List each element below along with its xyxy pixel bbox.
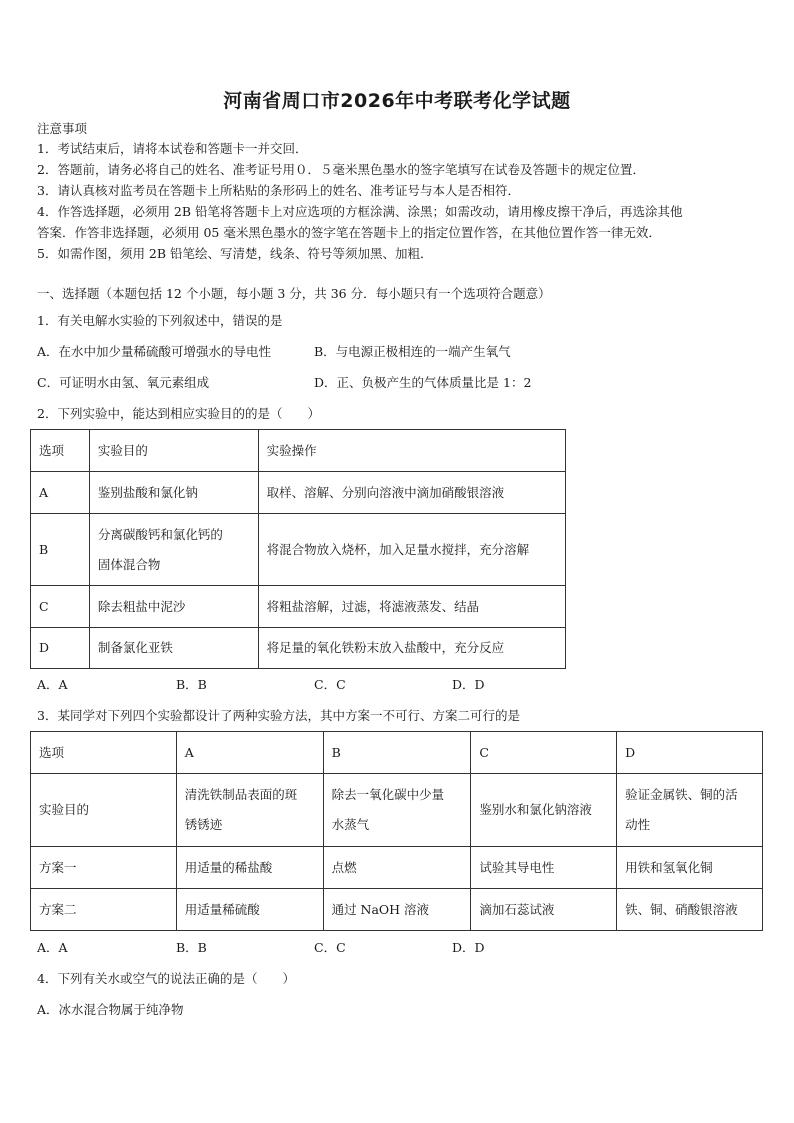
cell-line: 分离碳酸钙和氯化钙的: [97, 526, 223, 542]
table-cell: 试验其导电性: [471, 847, 617, 889]
table-cell: 点燃: [323, 847, 471, 889]
notice-item: 5．如需作图，须用 2B 铅笔绘、写清楚，线条、符号等须加黑、加粗．: [37, 246, 433, 261]
table-header-cell: B: [323, 732, 471, 774]
table-cell: 鉴别水和氯化钠溶液: [471, 774, 617, 847]
table-cell: B: [31, 514, 90, 586]
question-1-stem: 1．有关电解水实验的下列叙述中，错误的是: [37, 313, 283, 328]
table-cell: 通过 NaOH 溶液: [323, 889, 471, 931]
table-cell: A: [31, 472, 90, 514]
question-2-stem: 2．下列实验中，能达到相应实验目的的是（ ）: [37, 406, 320, 421]
cell-line: 水蒸气: [331, 817, 370, 832]
q2-option-b: B．B: [176, 677, 207, 692]
table-header-cell: D: [617, 732, 763, 774]
q2-table: [30, 429, 566, 669]
notice-item: 3．请认真核对监考员在答题卡上所粘贴的条形码上的姓名、准考证号与本人是否相符．: [37, 183, 520, 198]
table-cell: 将混合物放入烧杯，加入足量水搅拌，充分溶解: [258, 514, 565, 586]
table-cell: 将粗盐溶解，过滤，将滤液蒸发、结晶: [258, 586, 565, 628]
question-4-stem: 4．下列有关水或空气的说法正确的是（ ）: [37, 971, 295, 986]
q4-option-a: A．冰水混合物属于纯净物: [37, 1002, 184, 1017]
table-header-cell: 实验操作: [258, 430, 565, 472]
q1-option-c: C．可证明水由氢、氧元素组成: [37, 375, 210, 390]
q1-option-d: D．正、负极产生的气体质量比是 1：2: [314, 375, 532, 390]
notice-item: 4．作答选择题，必须用 2B 铅笔将答题卡上对应选项的方框涂满、涂黑；如需改动，请用橡皮擦干净后，再选涂其他: [37, 204, 683, 219]
table-cell: [176, 774, 323, 847]
table-cell: [617, 774, 763, 847]
cell-line: 固体混合物: [97, 556, 161, 572]
table-row: [31, 586, 566, 628]
notice-item: 答案．作答非选择题，必须用 05 毫米黑色墨水的签字笔在答题卡上的指定位置作答，在其他位置作答一律无效．: [37, 225, 661, 240]
notice-heading: 注意事项: [37, 121, 88, 136]
notice-item: 1．考试结束后，请将本试卷和答题卡一并交回．: [37, 141, 308, 156]
table-header-row: [31, 732, 763, 774]
table-header-row: [31, 430, 566, 472]
table-cell: 方案二: [31, 889, 177, 931]
table-row: [31, 847, 763, 889]
notice-item: 2．答题前，请务必将自己的姓名、准考证号用０．５毫米黑色墨水的签字笔填写在试卷及答题卡的规定位置．: [37, 162, 645, 177]
table-cell: 将足量的氧化铁粉末放入盐酸中，充分反应: [258, 628, 565, 669]
table-cell: C: [31, 586, 90, 628]
table-cell: [89, 514, 258, 586]
table-row: [31, 628, 566, 669]
q2-option-c: C．C: [314, 677, 346, 692]
page-title: 河南省周口市2026年中考联考化学试题: [223, 90, 571, 112]
cell-line: 清洗铁制品表面的斑: [184, 787, 298, 802]
q1-option-a: A．在水中加少量稀硫酸可增强水的导电性: [37, 344, 272, 359]
table-cell: 实验目的: [31, 774, 177, 847]
cell-line: 验证金属铁、铜的活: [625, 787, 738, 802]
table-cell: 铁、铜、硝酸银溶液: [617, 889, 763, 931]
table-cell: 用适量的稀盐酸: [176, 847, 323, 889]
table-cell: 鉴别盐酸和氯化钠: [89, 472, 258, 514]
table-row: [31, 774, 763, 847]
table-cell: D: [31, 628, 90, 669]
q2-option-a: A．A: [37, 677, 68, 692]
table-cell: 方案一: [31, 847, 177, 889]
table-header-cell: 选项: [31, 732, 177, 774]
table-cell: 滴加石蕊试液: [471, 889, 617, 931]
q1-option-b: B．与电源正极相连的一端产生氧气: [314, 344, 511, 359]
table-header-cell: C: [471, 732, 617, 774]
section-heading: 一、选择题（本题包括 12 个小题，每小题 3 分，共 36 分．每小题只有一个选项符合题意）: [37, 286, 551, 301]
table-cell: [323, 774, 471, 847]
cell-line: 动性: [625, 817, 651, 832]
cell-line: 锈锈迹: [184, 817, 223, 832]
q2-option-d: D．D: [452, 677, 485, 692]
table-cell: 用适量稀硫酸: [176, 889, 323, 931]
table-cell: 取样、溶解、分别向溶液中滴加硝酸银溶液: [258, 472, 565, 514]
q3-option-c: C．C: [314, 940, 346, 955]
table-cell: 制备氯化亚铁: [89, 628, 258, 669]
table-header-cell: 实验目的: [89, 430, 258, 472]
table-row: [31, 472, 566, 514]
table-header-cell: 选项: [31, 430, 90, 472]
q3-table: [30, 731, 763, 931]
table-cell: 用铁和氢氧化铜: [617, 847, 763, 889]
table-row: [31, 514, 566, 586]
table-cell: 除去粗盐中泥沙: [89, 586, 258, 628]
question-3-stem: 3．某同学对下列四个实验都设计了两种实验方法，其中方案一不可行、方案二可行的是: [37, 708, 520, 723]
q3-option-a: A．A: [37, 940, 68, 955]
q3-option-d: D．D: [452, 940, 485, 955]
cell-line: 除去一氧化碳中少量: [331, 787, 445, 802]
q3-option-b: B．B: [176, 940, 207, 955]
table-header-cell: A: [176, 732, 323, 774]
table-row: [31, 889, 763, 931]
